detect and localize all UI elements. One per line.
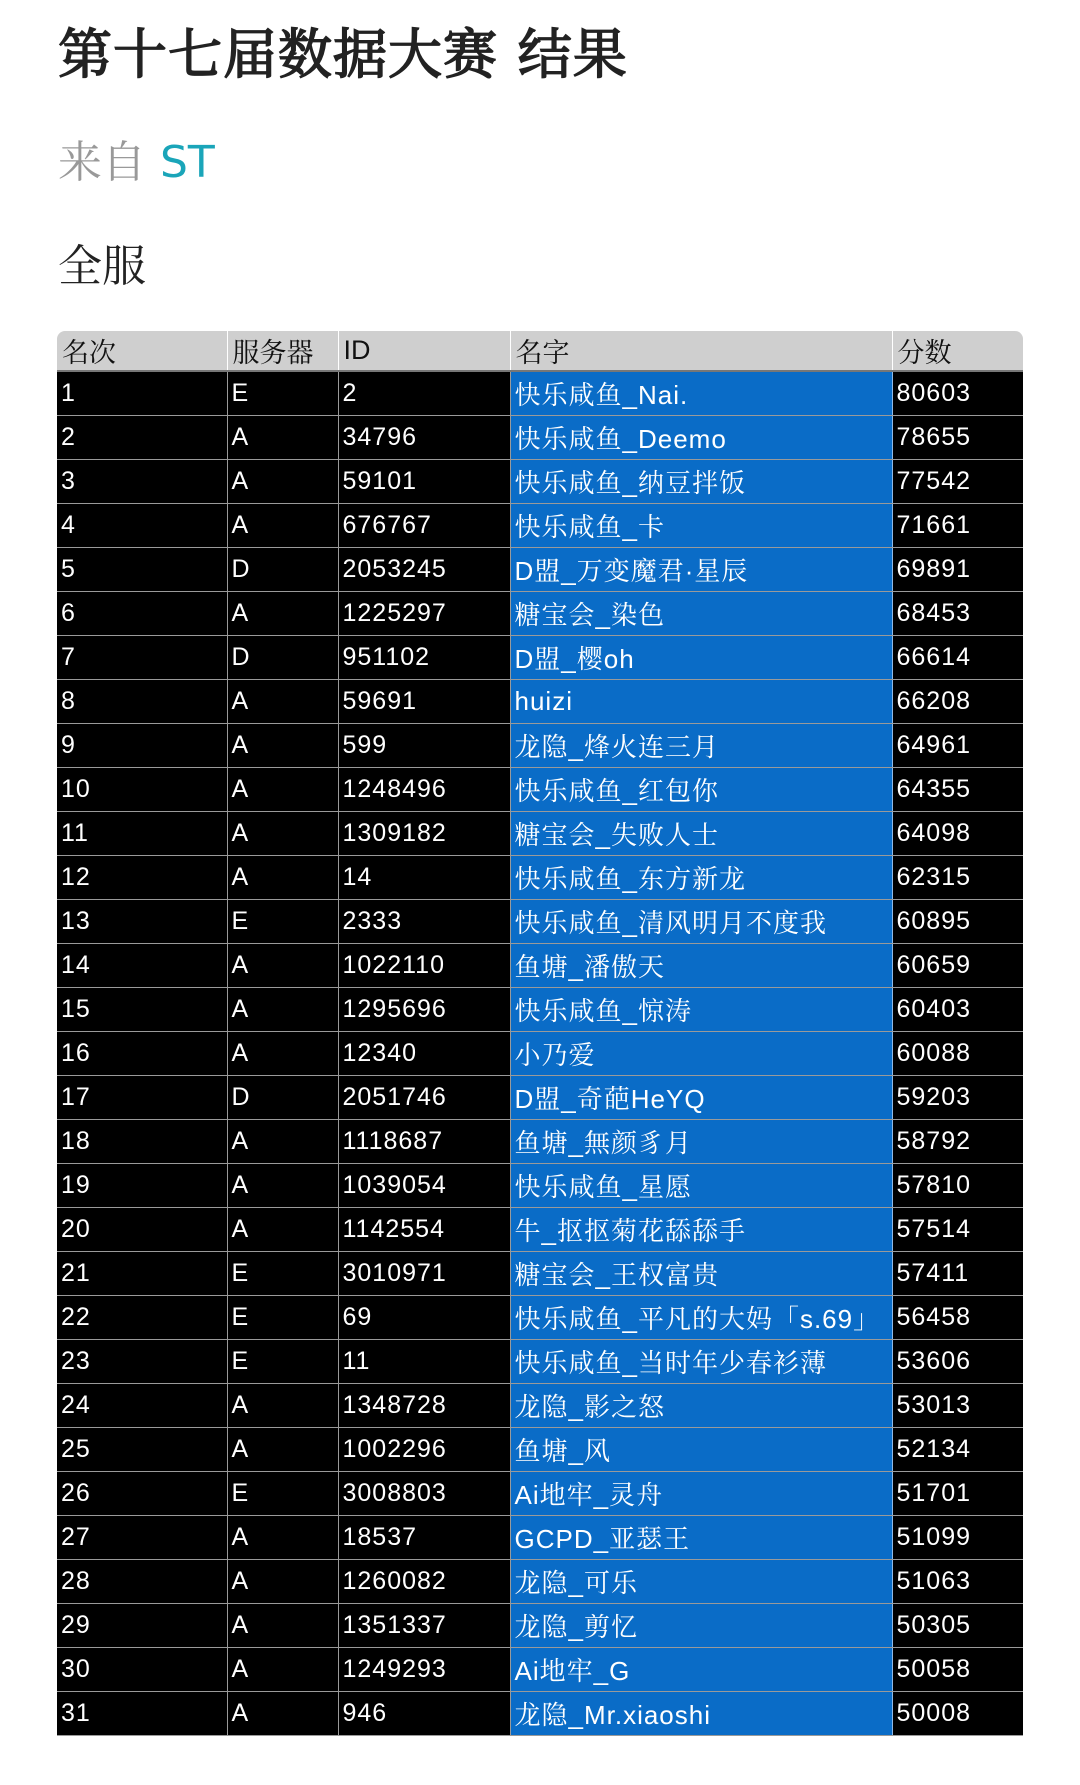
score-cell: 53606 <box>892 1340 1023 1384</box>
table-row <box>57 724 1023 768</box>
name-cell: GCPD_亚瑟王 <box>510 1516 892 1560</box>
name-cell: 快乐咸鱼_红包你 <box>510 768 892 812</box>
name-cell: 快乐咸鱼_纳豆拌饭 <box>510 460 892 504</box>
id-cell: 1118687 <box>338 1120 510 1164</box>
server-cell: A <box>227 856 338 900</box>
id-cell: 14 <box>338 856 510 900</box>
table-row <box>57 1164 1023 1208</box>
table-row <box>57 856 1023 900</box>
table-row <box>57 1472 1023 1516</box>
table-row <box>57 1560 1023 1604</box>
id-cell: 59101 <box>338 460 510 504</box>
ranking-table <box>57 331 1023 1736</box>
name-cell: 快乐咸鱼_星愿 <box>510 1164 892 1208</box>
score-cell: 78655 <box>892 416 1023 460</box>
server-cell: A <box>227 1120 338 1164</box>
name-cell: 小乃爱 <box>510 1032 892 1076</box>
rank-cell: 7 <box>57 636 227 680</box>
column-header-id: ID <box>338 331 510 371</box>
rank-cell: 30 <box>57 1648 227 1692</box>
server-cell: A <box>227 944 338 988</box>
id-cell: 2333 <box>338 900 510 944</box>
table-row <box>57 1428 1023 1472</box>
id-cell: 951102 <box>338 636 510 680</box>
rank-cell: 5 <box>57 548 227 592</box>
rank-cell: 9 <box>57 724 227 768</box>
name-cell: 快乐咸鱼_平凡的大妈「s.69」 <box>510 1296 892 1340</box>
rank-cell: 11 <box>57 812 227 856</box>
table-row <box>57 1076 1023 1120</box>
rank-cell: 28 <box>57 1560 227 1604</box>
name-cell: D盟_樱oh <box>510 636 892 680</box>
server-cell: E <box>227 900 338 944</box>
id-cell: 1295696 <box>338 988 510 1032</box>
id-cell: 12340 <box>338 1032 510 1076</box>
column-header-name: 名字 <box>510 331 892 371</box>
author-link[interactable]: ST <box>160 137 215 188</box>
server-cell: E <box>227 371 338 416</box>
id-cell: 3010971 <box>338 1252 510 1296</box>
table-row <box>57 812 1023 856</box>
name-cell: 鱼塘_潘傲天 <box>510 944 892 988</box>
server-cell: A <box>227 1384 338 1428</box>
table-row <box>57 680 1023 724</box>
server-cell: A <box>227 592 338 636</box>
id-cell: 34796 <box>338 416 510 460</box>
table-row <box>57 1384 1023 1428</box>
table-row <box>57 636 1023 680</box>
score-cell: 51701 <box>892 1472 1023 1516</box>
server-cell: A <box>227 768 338 812</box>
name-cell: 快乐咸鱼_Deemo <box>510 416 892 460</box>
server-cell: A <box>227 1560 338 1604</box>
rank-cell: 10 <box>57 768 227 812</box>
server-cell: E <box>227 1340 338 1384</box>
score-cell: 66208 <box>892 680 1023 724</box>
rank-cell: 6 <box>57 592 227 636</box>
server-cell: A <box>227 1164 338 1208</box>
id-cell: 1309182 <box>338 812 510 856</box>
score-cell: 66614 <box>892 636 1023 680</box>
name-cell: 快乐咸鱼_卡 <box>510 504 892 548</box>
name-cell: 鱼塘_风 <box>510 1428 892 1472</box>
rank-cell: 17 <box>57 1076 227 1120</box>
id-cell: 1039054 <box>338 1164 510 1208</box>
table-row <box>57 504 1023 548</box>
id-cell: 11 <box>338 1340 510 1384</box>
rank-cell: 22 <box>57 1296 227 1340</box>
score-cell: 62315 <box>892 856 1023 900</box>
name-cell: 龙隐_可乐 <box>510 1560 892 1604</box>
id-cell: 1225297 <box>338 592 510 636</box>
name-cell: 糖宝会_失败人士 <box>510 812 892 856</box>
rank-cell: 12 <box>57 856 227 900</box>
score-cell: 68453 <box>892 592 1023 636</box>
rank-cell: 31 <box>57 1692 227 1736</box>
server-cell: A <box>227 1692 338 1736</box>
rank-cell: 2 <box>57 416 227 460</box>
score-cell: 51063 <box>892 1560 1023 1604</box>
server-cell: A <box>227 504 338 548</box>
rank-cell: 23 <box>57 1340 227 1384</box>
server-cell: D <box>227 636 338 680</box>
name-cell: D盟_万变魔君·星辰 <box>510 548 892 592</box>
score-cell: 58792 <box>892 1120 1023 1164</box>
column-header-score: 分数 <box>892 331 1023 371</box>
server-cell: A <box>227 680 338 724</box>
score-cell: 71661 <box>892 504 1023 548</box>
server-cell: D <box>227 548 338 592</box>
rank-cell: 24 <box>57 1384 227 1428</box>
rank-cell: 16 <box>57 1032 227 1076</box>
name-cell: Ai地牢_G <box>510 1648 892 1692</box>
table-row <box>57 416 1023 460</box>
id-cell: 2 <box>338 371 510 416</box>
rank-cell: 21 <box>57 1252 227 1296</box>
id-cell: 1142554 <box>338 1208 510 1252</box>
ranking-table-image <box>57 331 1023 1759</box>
id-cell: 946 <box>338 1692 510 1736</box>
score-cell: 64098 <box>892 812 1023 856</box>
table-row <box>57 1296 1023 1340</box>
score-cell: 57411 <box>892 1252 1023 1296</box>
table-row <box>57 1692 1023 1736</box>
score-cell: 57514 <box>892 1208 1023 1252</box>
name-cell: 快乐咸鱼_惊涛 <box>510 988 892 1032</box>
server-cell: A <box>227 1648 338 1692</box>
score-cell: 60659 <box>892 944 1023 988</box>
table-row <box>57 988 1023 1032</box>
server-cell: D <box>227 1076 338 1120</box>
section-heading: 全服 <box>58 241 146 292</box>
name-cell: 糖宝会_染色 <box>510 592 892 636</box>
byline <box>58 126 215 190</box>
table-row <box>57 1120 1023 1164</box>
score-cell: 50058 <box>892 1648 1023 1692</box>
table-row <box>57 1252 1023 1296</box>
table-row <box>57 1604 1023 1648</box>
table-row <box>57 592 1023 636</box>
score-cell: 60403 <box>892 988 1023 1032</box>
score-cell: 64961 <box>892 724 1023 768</box>
score-cell: 60088 <box>892 1032 1023 1076</box>
score-cell: 77542 <box>892 460 1023 504</box>
column-header-server: 服务器 <box>227 331 338 371</box>
score-cell: 57810 <box>892 1164 1023 1208</box>
rank-cell: 8 <box>57 680 227 724</box>
id-cell: 1348728 <box>338 1384 510 1428</box>
rank-cell: 14 <box>57 944 227 988</box>
id-cell: 2051746 <box>338 1076 510 1120</box>
score-cell: 50305 <box>892 1604 1023 1648</box>
name-cell: huizi <box>510 680 892 724</box>
name-cell: 快乐咸鱼_当时年少春衫薄 <box>510 1340 892 1384</box>
score-cell: 64355 <box>892 768 1023 812</box>
table-row <box>57 1340 1023 1384</box>
name-cell: 快乐咸鱼_清风明月不度我 <box>510 900 892 944</box>
server-cell: A <box>227 812 338 856</box>
table-row <box>57 1648 1023 1692</box>
rank-cell: 13 <box>57 900 227 944</box>
table-body <box>57 371 1023 1736</box>
id-cell: 59691 <box>338 680 510 724</box>
name-cell: 龙隐_剪忆 <box>510 1604 892 1648</box>
name-cell: 龙隐_烽火连三月 <box>510 724 892 768</box>
table-row <box>57 1208 1023 1252</box>
server-cell: A <box>227 1516 338 1560</box>
server-cell: E <box>227 1296 338 1340</box>
page-title: 第十七届数据大赛 结果 <box>58 23 628 86</box>
server-cell: A <box>227 724 338 768</box>
score-cell: 59203 <box>892 1076 1023 1120</box>
name-cell: 牛_抠抠菊花舔舔手 <box>510 1208 892 1252</box>
score-cell: 50008 <box>892 1692 1023 1736</box>
rank-cell: 18 <box>57 1120 227 1164</box>
id-cell: 2053245 <box>338 548 510 592</box>
rank-cell: 15 <box>57 988 227 1032</box>
rank-cell: 25 <box>57 1428 227 1472</box>
table-row <box>57 460 1023 504</box>
rank-cell: 26 <box>57 1472 227 1516</box>
server-cell: A <box>227 1208 338 1252</box>
rank-cell: 1 <box>57 371 227 416</box>
from-label: 来自 <box>58 137 146 188</box>
table-row <box>57 548 1023 592</box>
score-cell: 56458 <box>892 1296 1023 1340</box>
id-cell: 1248496 <box>338 768 510 812</box>
id-cell: 1022110 <box>338 944 510 988</box>
id-cell: 18537 <box>338 1516 510 1560</box>
page-bottom-edge <box>0 1761 1080 1785</box>
table-row <box>57 944 1023 988</box>
rank-cell: 27 <box>57 1516 227 1560</box>
server-cell: A <box>227 1604 338 1648</box>
score-cell: 51099 <box>892 1516 1023 1560</box>
id-cell: 1260082 <box>338 1560 510 1604</box>
name-cell: 糖宝会_王权富贵 <box>510 1252 892 1296</box>
score-cell: 69891 <box>892 548 1023 592</box>
id-cell: 1249293 <box>338 1648 510 1692</box>
score-cell: 52134 <box>892 1428 1023 1472</box>
server-cell: E <box>227 1472 338 1516</box>
table-header-row <box>57 331 1023 371</box>
id-cell: 69 <box>338 1296 510 1340</box>
id-cell: 599 <box>338 724 510 768</box>
rank-cell: 19 <box>57 1164 227 1208</box>
rank-cell: 20 <box>57 1208 227 1252</box>
score-cell: 60895 <box>892 900 1023 944</box>
name-cell: 鱼塘_無颜豸月 <box>510 1120 892 1164</box>
rank-cell: 29 <box>57 1604 227 1648</box>
server-cell: A <box>227 1032 338 1076</box>
name-cell: Ai地牢_灵舟 <box>510 1472 892 1516</box>
name-cell: 龙隐_Mr.xiaoshi <box>510 1692 892 1736</box>
rank-cell: 4 <box>57 504 227 548</box>
server-cell: E <box>227 1252 338 1296</box>
score-cell: 53013 <box>892 1384 1023 1428</box>
table-row <box>57 1516 1023 1560</box>
column-header-rank: 名次 <box>57 331 227 371</box>
table-row <box>57 900 1023 944</box>
name-cell: 快乐咸鱼_Nai. <box>510 371 892 416</box>
server-cell: A <box>227 460 338 504</box>
server-cell: A <box>227 1428 338 1472</box>
server-cell: A <box>227 988 338 1032</box>
id-cell: 1351337 <box>338 1604 510 1648</box>
name-cell: D盟_奇葩HeYQ <box>510 1076 892 1120</box>
table-row <box>57 768 1023 812</box>
id-cell: 3008803 <box>338 1472 510 1516</box>
id-cell: 1002296 <box>338 1428 510 1472</box>
score-cell: 80603 <box>892 371 1023 416</box>
table-row <box>57 371 1023 416</box>
rank-cell: 3 <box>57 460 227 504</box>
id-cell: 676767 <box>338 504 510 548</box>
name-cell: 快乐咸鱼_东方新龙 <box>510 856 892 900</box>
name-cell: 龙隐_影之怒 <box>510 1384 892 1428</box>
table-row <box>57 1032 1023 1076</box>
server-cell: A <box>227 416 338 460</box>
